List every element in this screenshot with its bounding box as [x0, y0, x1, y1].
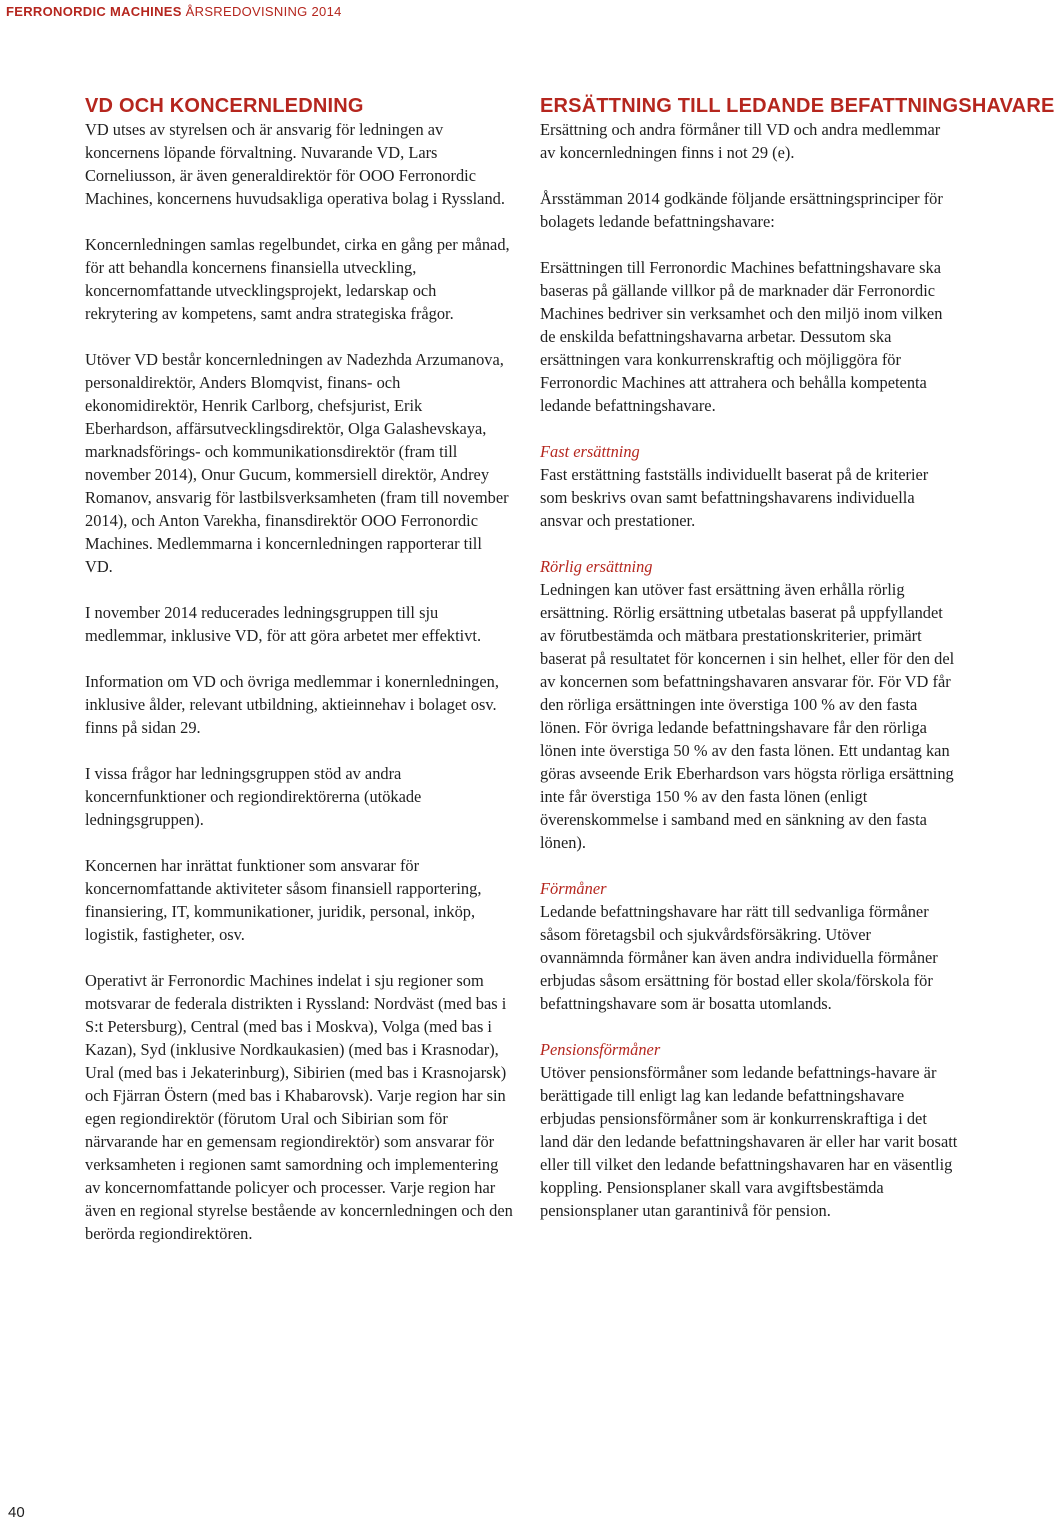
paragraph: Ersättningen till Ferronordic Machines befattningshavare ska baseras på gällande villkor på de marknader där Ferronordic Machines bedriver sin verksamhet och den miljö inom vilken de enskilda befattningshavarna arbetar. Dessutom ska ersättningen vara konkurrenskraftig och möjliggöra för Ferronordic Machines att attrahera och behålla kompetenta ledande befattningshavare.	[540, 258, 943, 415]
paragraph: VD utses av styrelsen och är ansvarig för ledningen av koncernens löpande förvaltning. Nuvarande VD, Lars Corneliusson, är även generaldirektör för OOO Ferronordic Machines, koncernens huvudsakliga operativa bolag i Ryssland.	[85, 120, 505, 208]
subsection-benefits	[540, 877, 958, 1015]
subsection-title: Rörlig ersättning	[540, 557, 653, 576]
subsection-text: Fast erstättning fastställs individuellt baserat på de kriterier som beskrivs ovan samt befattningshavarens individuella ansvar och prestationer.	[540, 465, 929, 530]
paragraph: I vissa frågor har ledningsgruppen stöd av andra koncernfunktioner och regiondirektörerna (utökade ledningsgruppen).	[85, 764, 422, 829]
subsection-pension	[540, 1038, 958, 1222]
paragraph: Ersättning och andra förmåner till VD och andra medlemmar av koncernledningen finns i not 29 (e).	[540, 120, 941, 162]
paragraph: Årsstämman 2014 godkände följande ersättningsprinciper för bolagets ledande befattningshavare:	[540, 189, 943, 231]
subsection-title: Pensionsförmåner	[540, 1040, 661, 1059]
page-number: 40	[8, 1504, 25, 1521]
subsection-fixed-pay	[540, 440, 958, 532]
header-subtitle: ÅRSREDOVISNING 2014	[185, 4, 342, 19]
running-header	[6, 4, 342, 19]
subsection-text: Utöver pensionsförmåner som ledande befattnings-havare är berättigade till enligt lag kan ledande befattningshavare erbjudas pensionsförmåner som är konkurrenskraftiga i det land där den ledande befattningshavaren är eller har varit bosatt eller till vilket den ledande befattningshavaren har en väsentlig koppling. Pensionsplaner skall vara avgiftsbestämda pensionsplaner utan garantinivå för pension.	[540, 1063, 958, 1220]
paragraph: Operativt är Ferronordic Machines indelat i sju regioner som motsvarar de federala distrikten i Ryssland: Nordväst (med bas i S:t Petersburg), Central (med bas i Moskva), Volga (med bas i Kazan), Syd (inklusive Nordkaukasien) (med bas i Krasnodar), Ural (med bas i Jekaterinburg), Sibirien (med bas i Krasnojarsk) och Fjärran Östern (med bas i Khabarovsk). Varje region har sin egen regiondirektör (förutom Ural och Sibirian som för närvarande har en gemensam regiondirektör) som ansvarar för verksamheten i regionen samt samordning och implementering av koncernomfattande policyer och processer. Varje region har även en regional styrelse bestående av koncernledningen och den berörda regiondirektören.	[85, 971, 513, 1243]
right-column	[540, 94, 1055, 1245]
header-brand: FERRONORDIC MACHINES	[6, 4, 182, 19]
subsection-text: Ledande befattningshavare har rätt till sedvanliga förmåner såsom företagsbil och sjukvårdsförsäkring. Utöver ovannämnda förmåner kan även andra individuella förmåner erbjudas såsom ersättning för bostad eller skola/förskola för befattningshavare som är bosatta utomlands.	[540, 902, 938, 1013]
paragraph: Koncernledningen samlas regelbundet, cirka en gång per månad, för att behandla koncernens finansiella utveckling, koncernomfattande utvecklingsprojekt, ledarskap och rekrytering av kompetens, samt andra strategiska frågor.	[85, 235, 510, 323]
section-heading-compensation: ERSÄTTNING TILL LEDANDE BEFATTNINGSHAVARE	[540, 95, 1055, 117]
section-heading-vd: VD OCH KONCERNLEDNING	[85, 95, 364, 117]
subsection-title: Förmåner	[540, 879, 607, 898]
paragraph: Information om VD och övriga medlemmar i konernledningen, inklusive ålder, relevant utbildning, aktieinnehav i bolaget osv. finns på sidan 29.	[85, 672, 499, 737]
left-column	[85, 94, 513, 1268]
paragraph: I november 2014 reducerades ledningsgruppen till sju medlemmar, inklusive VD, för att göra arbetet mer effektivt.	[85, 603, 482, 645]
subsection-title: Fast ersättning	[540, 442, 640, 461]
subsection-variable-pay	[540, 555, 958, 854]
subsection-text: Ledningen kan utöver fast ersättning även erhålla rörlig ersättning. Rörlig ersättning utbetalas baserat på uppfyllandet av förutbestämda och mätbara prestationskriterier, primärt baserat på resultatet för koncernen i sin helhet, eller för den del av koncernen som befattningshavaren ansvarar för. För VD får den rörliga ersättningen inte överstiga 100 % av den fasta lönen. För övriga ledande befattningshavare får den rörliga lönen inte överstiga 50 % av den fasta lönen. Ett undantag kan göras avseende Erik Eberhardson vars högsta rörliga ersättning inte får överstiga 150 % av den fasta lönen (enligt överenskommelse i samband med en sänkning av den fasta lönen).	[540, 580, 955, 852]
paragraph: Koncernen har inrättat funktioner som ansvarar för koncernomfattande aktiviteter såsom finansiell rapportering, finansiering, IT, kommunikationer, juridik, personal, inköp, logistik, fastigheter, osv.	[85, 856, 482, 944]
paragraph: Utöver VD består koncernledningen av Nadezhda Arzumanova, personaldirektör, Anders Blomqvist, finans- och ekonomidirektör, Henrik Carlborg, chefsjurist, Erik Eberhardson, affärsutvecklingsdirektör, Olga Galashevskaya, marknadsförings- och kommunikationsdirektör (fram till november 2014), Onur Gucum, kommersiell direktör, Andrey Romanov, ansvarig för lastbilsverksamheten (fram till november 2014), och Anton Varekha, finansdirektör OOO Ferronordic Machines. Medlemmarna i koncernledningen rapporterar till VD.	[85, 350, 509, 576]
